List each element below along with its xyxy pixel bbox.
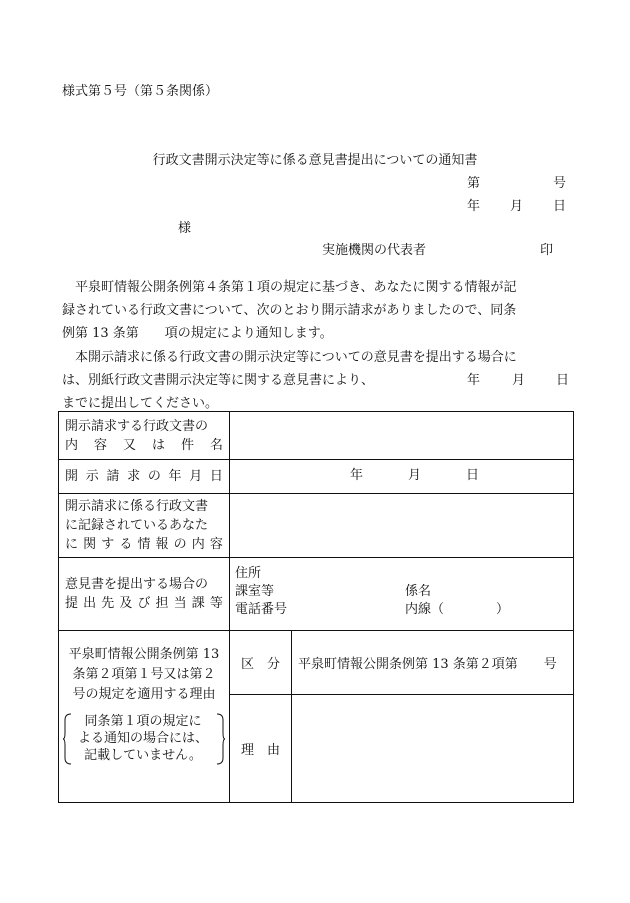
note-line: よる通知の場合には、 bbox=[77, 731, 208, 746]
document-title: 行政文書開示決定等に係る意見書提出についての通知書 bbox=[152, 153, 478, 168]
note-bracket bbox=[63, 713, 223, 763]
request-date-month: 月 bbox=[408, 468, 422, 483]
paragraph-line: 例第 13 条第 項の規定により通知します。 bbox=[62, 326, 333, 341]
number-prefix: 第 bbox=[467, 176, 481, 191]
number-suffix: 号 bbox=[553, 176, 567, 191]
category-field[interactable] bbox=[292, 631, 574, 695]
submission-destination-label: 意見書を提出する場合の 提 出 先 及 び 担 当 課 等 bbox=[59, 558, 230, 631]
request-date-field[interactable] bbox=[230, 460, 574, 494]
table-row bbox=[59, 412, 574, 460]
header-date-month: 月 bbox=[510, 199, 524, 214]
extension-label: 内線（ ） bbox=[405, 602, 510, 617]
header-date-year: 年 bbox=[467, 199, 481, 214]
paragraph-line: 録されている行政文書について、次のとおり開示請求がありましたので、同条 bbox=[62, 303, 517, 318]
header-date-day: 日 bbox=[553, 199, 567, 214]
reason-field[interactable] bbox=[292, 695, 574, 803]
paragraph-line: は、別紙行政文書開示決定等に関する意見書により、 年 月 日 bbox=[62, 369, 570, 392]
category-label: 区 分 bbox=[230, 631, 292, 695]
left-bracket-icon bbox=[63, 713, 73, 765]
sender-title: 実施機関の代表者 bbox=[322, 243, 427, 258]
table-row bbox=[59, 558, 574, 631]
table-row bbox=[59, 460, 574, 494]
form-number: 様式第５号（第５条関係） bbox=[62, 84, 219, 99]
section-label: 課室等 bbox=[235, 584, 275, 599]
category-value: 平泉町情報公開条例第 13 条第２項第 号 bbox=[298, 657, 557, 672]
reason-label: 理 由 bbox=[230, 695, 292, 803]
notice-paragraph bbox=[62, 276, 570, 345]
justified-label: 開 示 請 求 の 年 月 日 bbox=[65, 469, 223, 484]
note-line: 記載していません。 bbox=[84, 748, 202, 763]
document-name-field[interactable] bbox=[230, 412, 574, 460]
request-date-year: 年 bbox=[350, 468, 364, 483]
table-row bbox=[59, 631, 574, 695]
table-row bbox=[59, 494, 574, 558]
address-label: 住所 bbox=[235, 566, 262, 581]
information-content-field[interactable] bbox=[230, 494, 574, 558]
justified-label: 提 出 先 及 び 担 当 課 等 bbox=[65, 596, 223, 611]
deadline-day: 日 bbox=[556, 373, 570, 388]
reason-section-label: 平泉町情報公開条例第 13 条第２項第１号又は第２ 号の規定を適用する理由 bbox=[59, 631, 230, 803]
instruction-paragraph bbox=[62, 346, 570, 415]
note-line: 同条第１項の規定に bbox=[84, 714, 202, 729]
right-bracket-icon bbox=[215, 713, 225, 765]
seal-mark: 印 bbox=[540, 243, 554, 258]
document-name-label: 開示請求する行政文書の 内 容 又 は 件 名 bbox=[59, 412, 230, 460]
deadline-month: 月 bbox=[512, 373, 526, 388]
addressee-suffix: 様 bbox=[178, 221, 192, 236]
deadline-year: 年 bbox=[467, 373, 481, 388]
paragraph-line: 本開示請求に係る行政文書の開示決定等についての意見書を提出する場合に bbox=[75, 350, 517, 365]
justified-label: 内 容 又 は 件 名 bbox=[65, 437, 223, 453]
request-date-label bbox=[59, 460, 230, 494]
paragraph-line: までに提出してください。 bbox=[62, 396, 219, 411]
phone-label: 電話番号 bbox=[235, 602, 288, 617]
justified-label: に 関 す る 情 報 の 内 容 bbox=[65, 537, 223, 552]
unit-label: 係名 bbox=[405, 584, 432, 599]
paragraph-line: 平泉町情報公開条例第４条第１項の規定に基づき、あなたに関する情報が記 bbox=[75, 280, 517, 295]
submission-destination-field[interactable] bbox=[230, 558, 574, 631]
information-content-label: 開示請求に係る行政文書 に記録されているあなた に 関 す る 情 報 の 内 容 bbox=[59, 494, 230, 558]
request-date-day: 日 bbox=[466, 468, 480, 483]
